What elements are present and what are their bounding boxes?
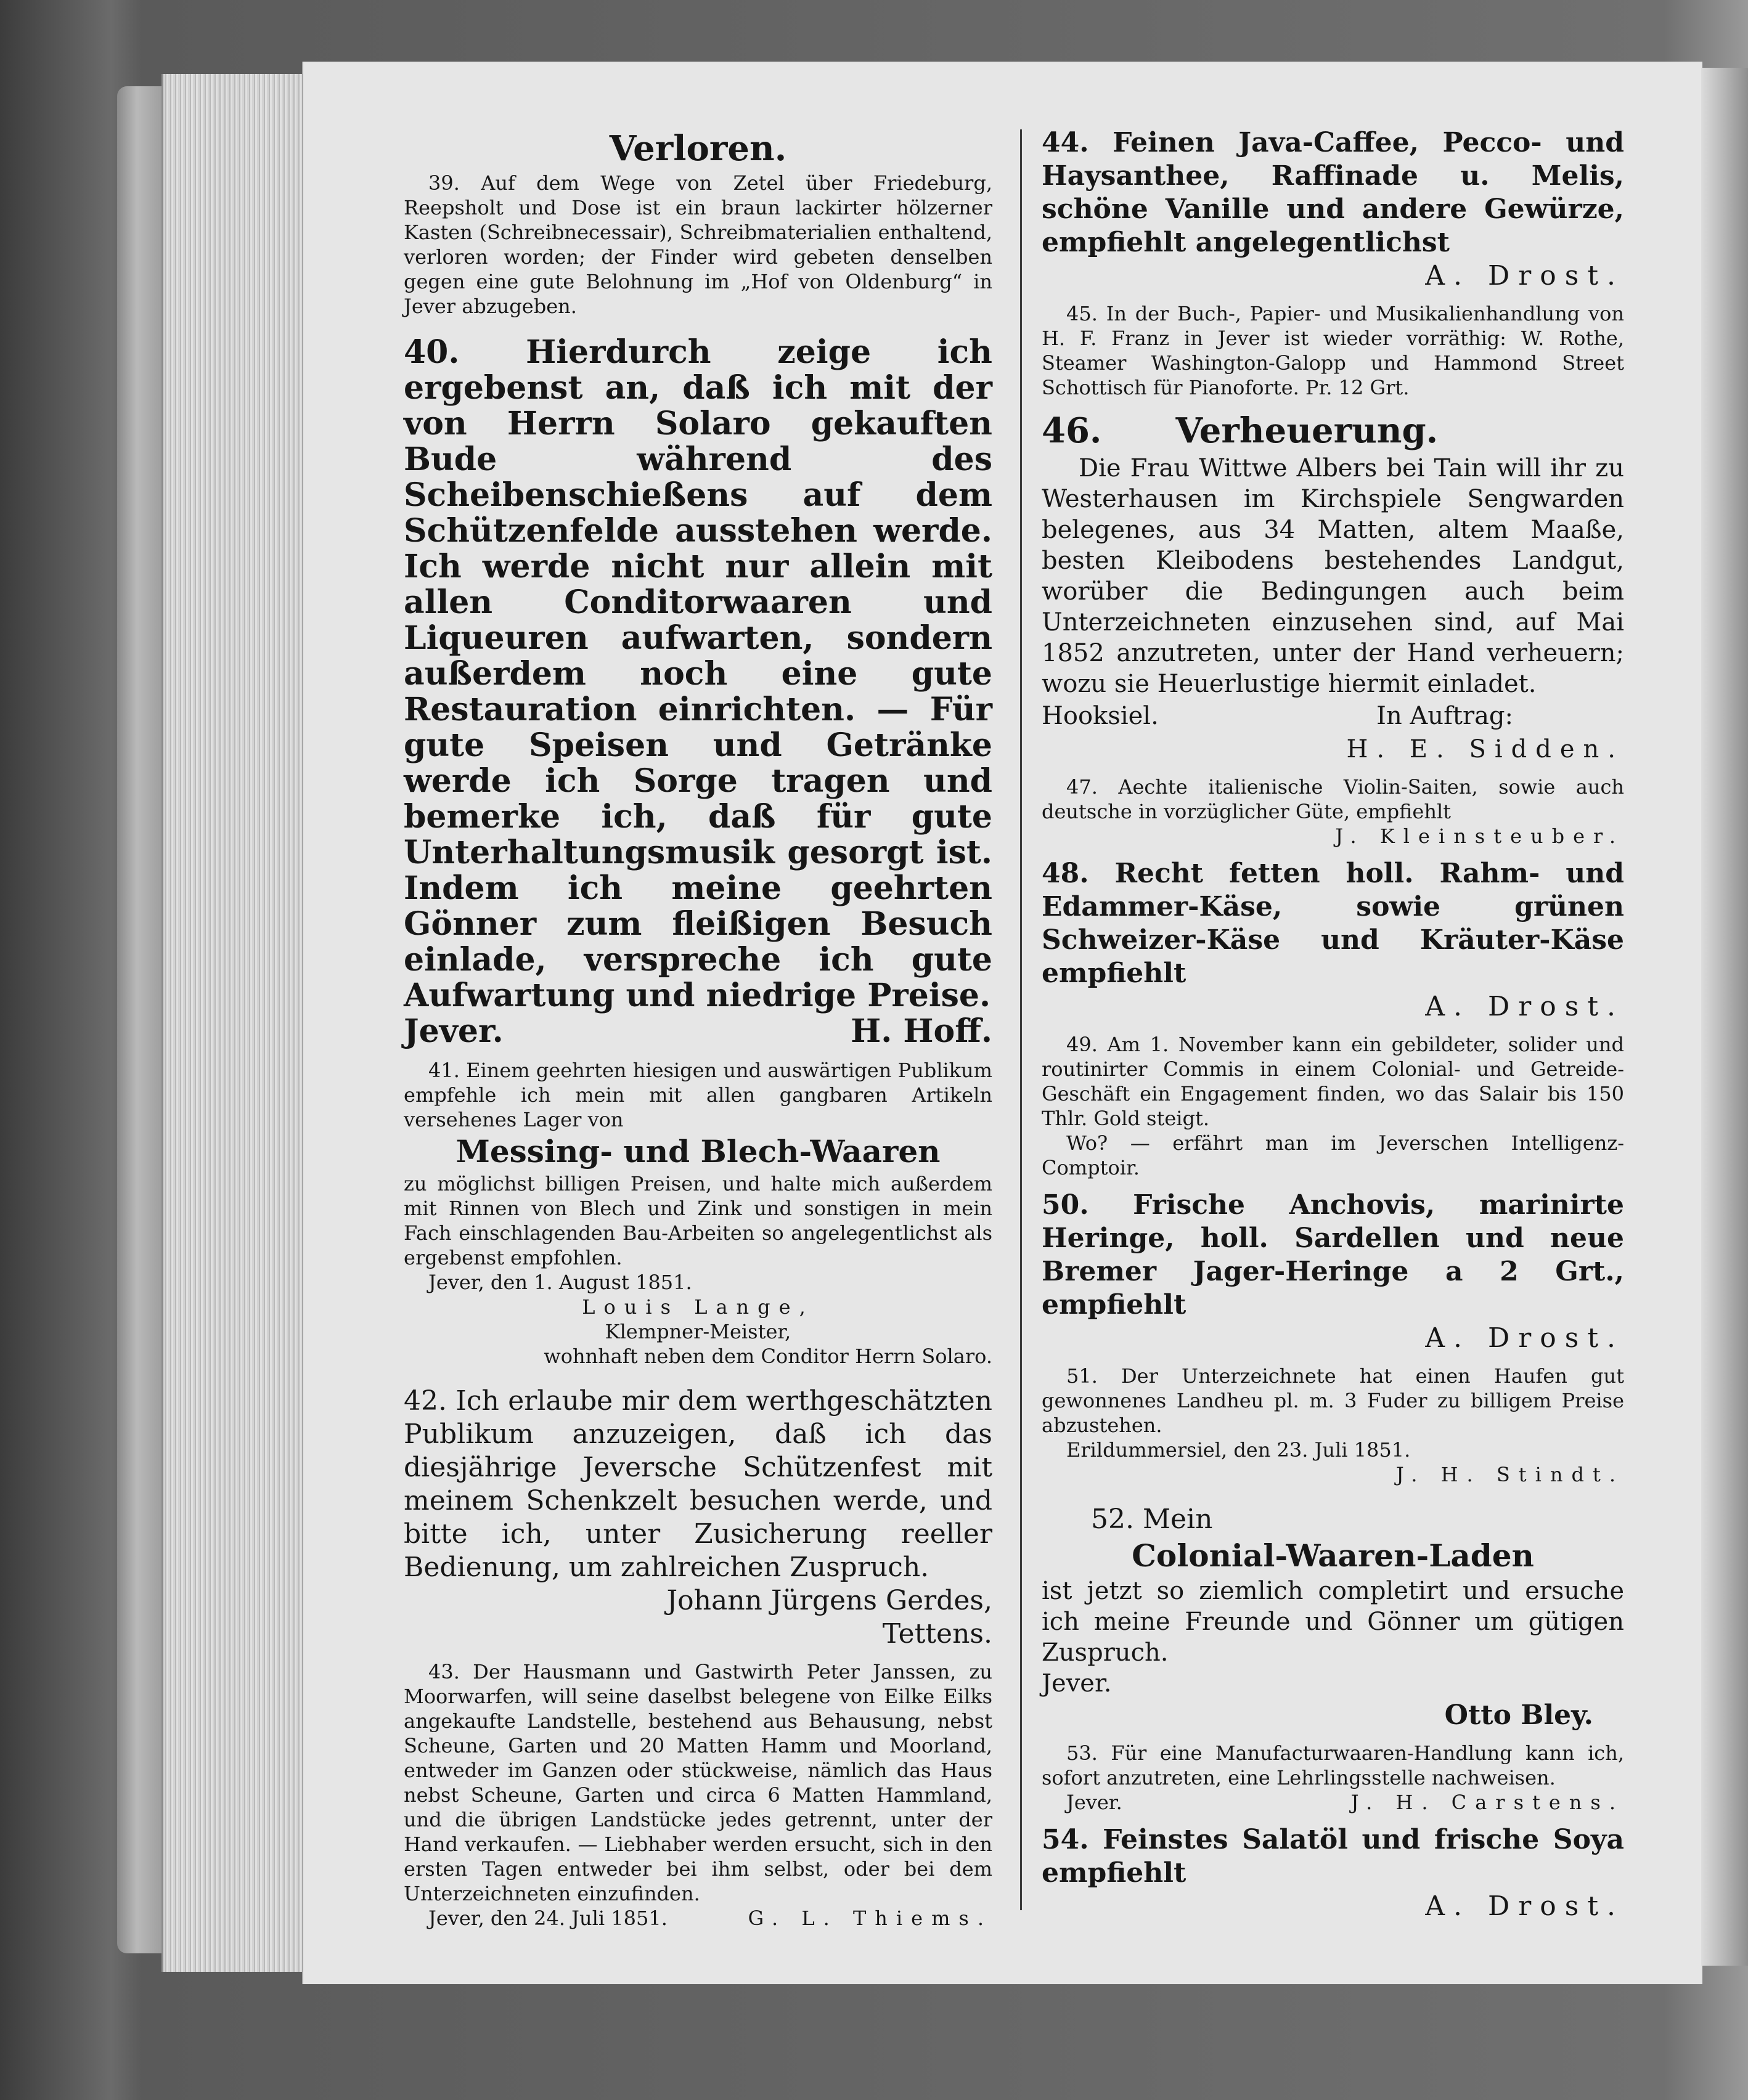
ad-48: 48. Recht fetten holl. Rahm- und Edammer-Käse, sowie grünen Schweizer-Käse und Kräuter-Käse empfiehlt [1042,858,1624,989]
ad-46-name: H. E. Sidden. [1346,735,1624,763]
ad-40-place: Jever. [404,1012,504,1050]
ad-53-name: J. H. Carstens. [1350,1791,1624,1814]
ad-44-name: A. Drost. [1425,260,1624,291]
ad-40-name: H. Hoff. [851,1012,992,1050]
ad-50-name: A. Drost. [1425,1322,1624,1354]
ad-52: ist jetzt so ziemlich completirt und ersuche ich meine Freunde und Gönner um gütigen Zuspruch. [1042,1577,1624,1667]
ad-48-name: A. Drost. [1425,991,1624,1022]
ad-45: 45. In der Buch-, Papier- und Musikalienhandlung von H. F. Franz in Jever ist wieder vorräthig: W. Rothe, Steamer Washington-Galopp und Hammond Street Schottisch für Pianoforte. Pr. 12 Grt. [1042,302,1624,399]
ad-51: 51. Der Unterzeichnete hat einen Haufen gut gewonnenes Landheu pl. m. 3 Fuder zu billigem Preise abzustehen. [1042,1364,1624,1437]
ad-41-body: zu möglichst billigen Preisen, und halte mich außerdem mit Rinnen von Blech und Zink und sonstigen in mein Fach einschlagenden Bau-Arbeiten so angelegentlichst als ergebenst empfohlen. [404,1172,992,1269]
ad-46-number: 46. [1042,410,1102,451]
ad-41-title: Klempner-Meister, [605,1320,791,1343]
ad-46-mandate: In Auftrag: [1376,702,1513,730]
ad-46-signature-line [1042,699,1624,733]
ad-46-place: Hooksiel. [1042,702,1159,730]
ad-46-heading: Verheuerung. [1175,410,1439,451]
ad-41-address: wohnhaft neben dem Conditor Herrn Solaro. [544,1345,992,1368]
ad-40: 40. Hierdurch zeige ich ergebenst an, daß ich mit der von Herrn Solaro gekauften Bude während des Scheibenschießens auf dem Schützenfelde ausstehen werde. Ich werde nicht nur allein mit allen Conditorwaaren und Liqueuren aufwarten, sondern außerdem noch eine gute Restauration einrichten. — Für gute Speisen und Getränke werde ich Sorge tragen und bemerke ich, daß für gute Unterhaltungsmusik gesorgt ist. Indem ich meine geehrten Gönner zum fleißigen Besuch einlade, verspreche ich gute Aufwartung und niedrige Preise. [404,333,992,1014]
ad-42: 42. Ich erlaube mir dem werthgeschätzten Publikum anzuzeigen, daß ich das diesjährige Jeversche Schützenfest mit meinem Schenkzelt besuchen werde, und bitte ich, unter Zusicherung reeller Bedienung, um zahlreichen Zuspruch. [404,1385,992,1583]
ad-43-name: G. L. Thiems. [748,1907,992,1930]
ad-41-name: Louis Lange, [582,1295,814,1319]
next-page-edge [1701,68,1748,1966]
ad-49: 49. Am 1. November kann ein gebildeter, solider und routinirter Commis in einem Colonial- und Getreide-Geschäft ein Engagement finden, wo das Salair bis 150 Thlr. Gold steigt. [1042,1033,1624,1130]
ad-49-where: Wo? — erfährt man im Jeverschen Intelligenz-Comptoir. [1042,1131,1624,1179]
ad-53-place: Jever. [1066,1791,1122,1814]
ad-41-date: Jever, den 1. August 1851. [428,1271,692,1294]
ad-44: 44. Feinen Java-Caffee, Pecco- und Haysanthee, Raffinade u. Melis, schöne Vanille und andere Gewürze, empfiehlt angelegentlichst [1042,127,1624,258]
ad-46: Die Frau Wittwe Albers bei Tain will ihr zu Westerhausen im Kirchspiele Sengwarden belegenes, aus 34 Matten, altem Maaße, besten Kleibodens bestehendes Landgut, worüber die Bedingungen auch beim Unterzeichneten einzusehen sind, auf Mai 1852 anzutreten, unter der Hand verheuern; wozu sie Heuerlustige hiermit einladet. [1042,454,1624,698]
left-column [404,126,992,1931]
book-spine [117,86,166,1953]
column-divider [1020,129,1022,1910]
ad-52-name: Otto Bley. [1444,1699,1593,1731]
ad-42-place: Tettens. [882,1618,992,1650]
ad-53: 53. Für eine Manufacturwaaren-Handlung kann ich, sofort anzutreten, eine Lehrlingsstelle nachweisen. [1042,1741,1624,1789]
ad-43: 43. Der Hausmann und Gastwirth Peter Janssen, zu Moorwarfen, will seine daselbst belegene von Eilke Eilks angekaufte Landstelle, bestehend aus Behausung, nebst Scheune, Garten und 20 Matten Hamm und Moorland, entweder im Ganzen oder stückweise, nämlich das Haus nebst Scheune, Garten und circa 6 Matten Hammland, und die übrigen Landstücke jedes getrennt, unter der Hand verkaufen. — Liebhaber werden ersucht, sich in den ersten Tagen entweder bei ihm selbst, oder bei dem Unterzeichneten einzufinden. [404,1660,992,1905]
ad-47: 47. Aechte italienische Violin-Saiten, sowie auch deutsche in vorzüglicher Güte, empfiehlt [1042,775,1624,823]
ad-51-date: Erildummersiel, den 23. Juli 1851. [1066,1438,1411,1462]
ad-43-signature [404,1906,992,1931]
ad-39: 39. Auf dem Wege von Zetel über Friedeburg, Reepsholt und Dose ist ein braun lackirter hölzerner Kasten (Schreibnecessair), Schreibmaterialien enthaltend, verloren worden; der Finder wird gebeten denselben gegen eine gute Belohnung im „Hof von Oldenburg“ in Jever abzugeben. [404,171,992,318]
ad-51-name: J. H. Stindt. [1395,1463,1624,1486]
ad-50: 50. Frische Anchovis, marinirte Heringe, holl. Sardellen und neue Bremer Jager-Heringe a 2 Grt., empfiehlt [1042,1189,1624,1321]
ad-46-header [1042,409,1624,453]
ad-54: 54. Feinstes Salatöl und frische Soya empfiehlt [1042,1824,1624,1889]
ad-40-signature [404,1014,992,1049]
ad-41: 41. Einem geehrten hiesigen und auswärtigen Publikum empfehle ich mein mit allen gangbaren Artikeln versehenes Lager von [404,1059,992,1131]
right-column [1042,126,1624,1923]
ad-52-place: Jever. [1042,1669,1112,1698]
ad-47-name: J. Kleinsteuber. [1335,824,1624,848]
ad-43-date: Jever, den 24. Juli 1851. [428,1907,668,1930]
ad-52-intro: 52. Mein [1091,1504,1213,1535]
ad-53-signature [1042,1790,1624,1815]
page-edges [161,74,305,1972]
ad-54-name: A. Drost. [1425,1890,1624,1922]
heading-verloren: Verloren. [609,128,787,169]
ad-42-name: Johann Jürgens Gerdes, [666,1585,992,1616]
ad-52-heading: Colonial-Waaren-Laden [1132,1537,1534,1574]
ad-41-heading: Messing- und Blech-Waaren [455,1133,941,1170]
